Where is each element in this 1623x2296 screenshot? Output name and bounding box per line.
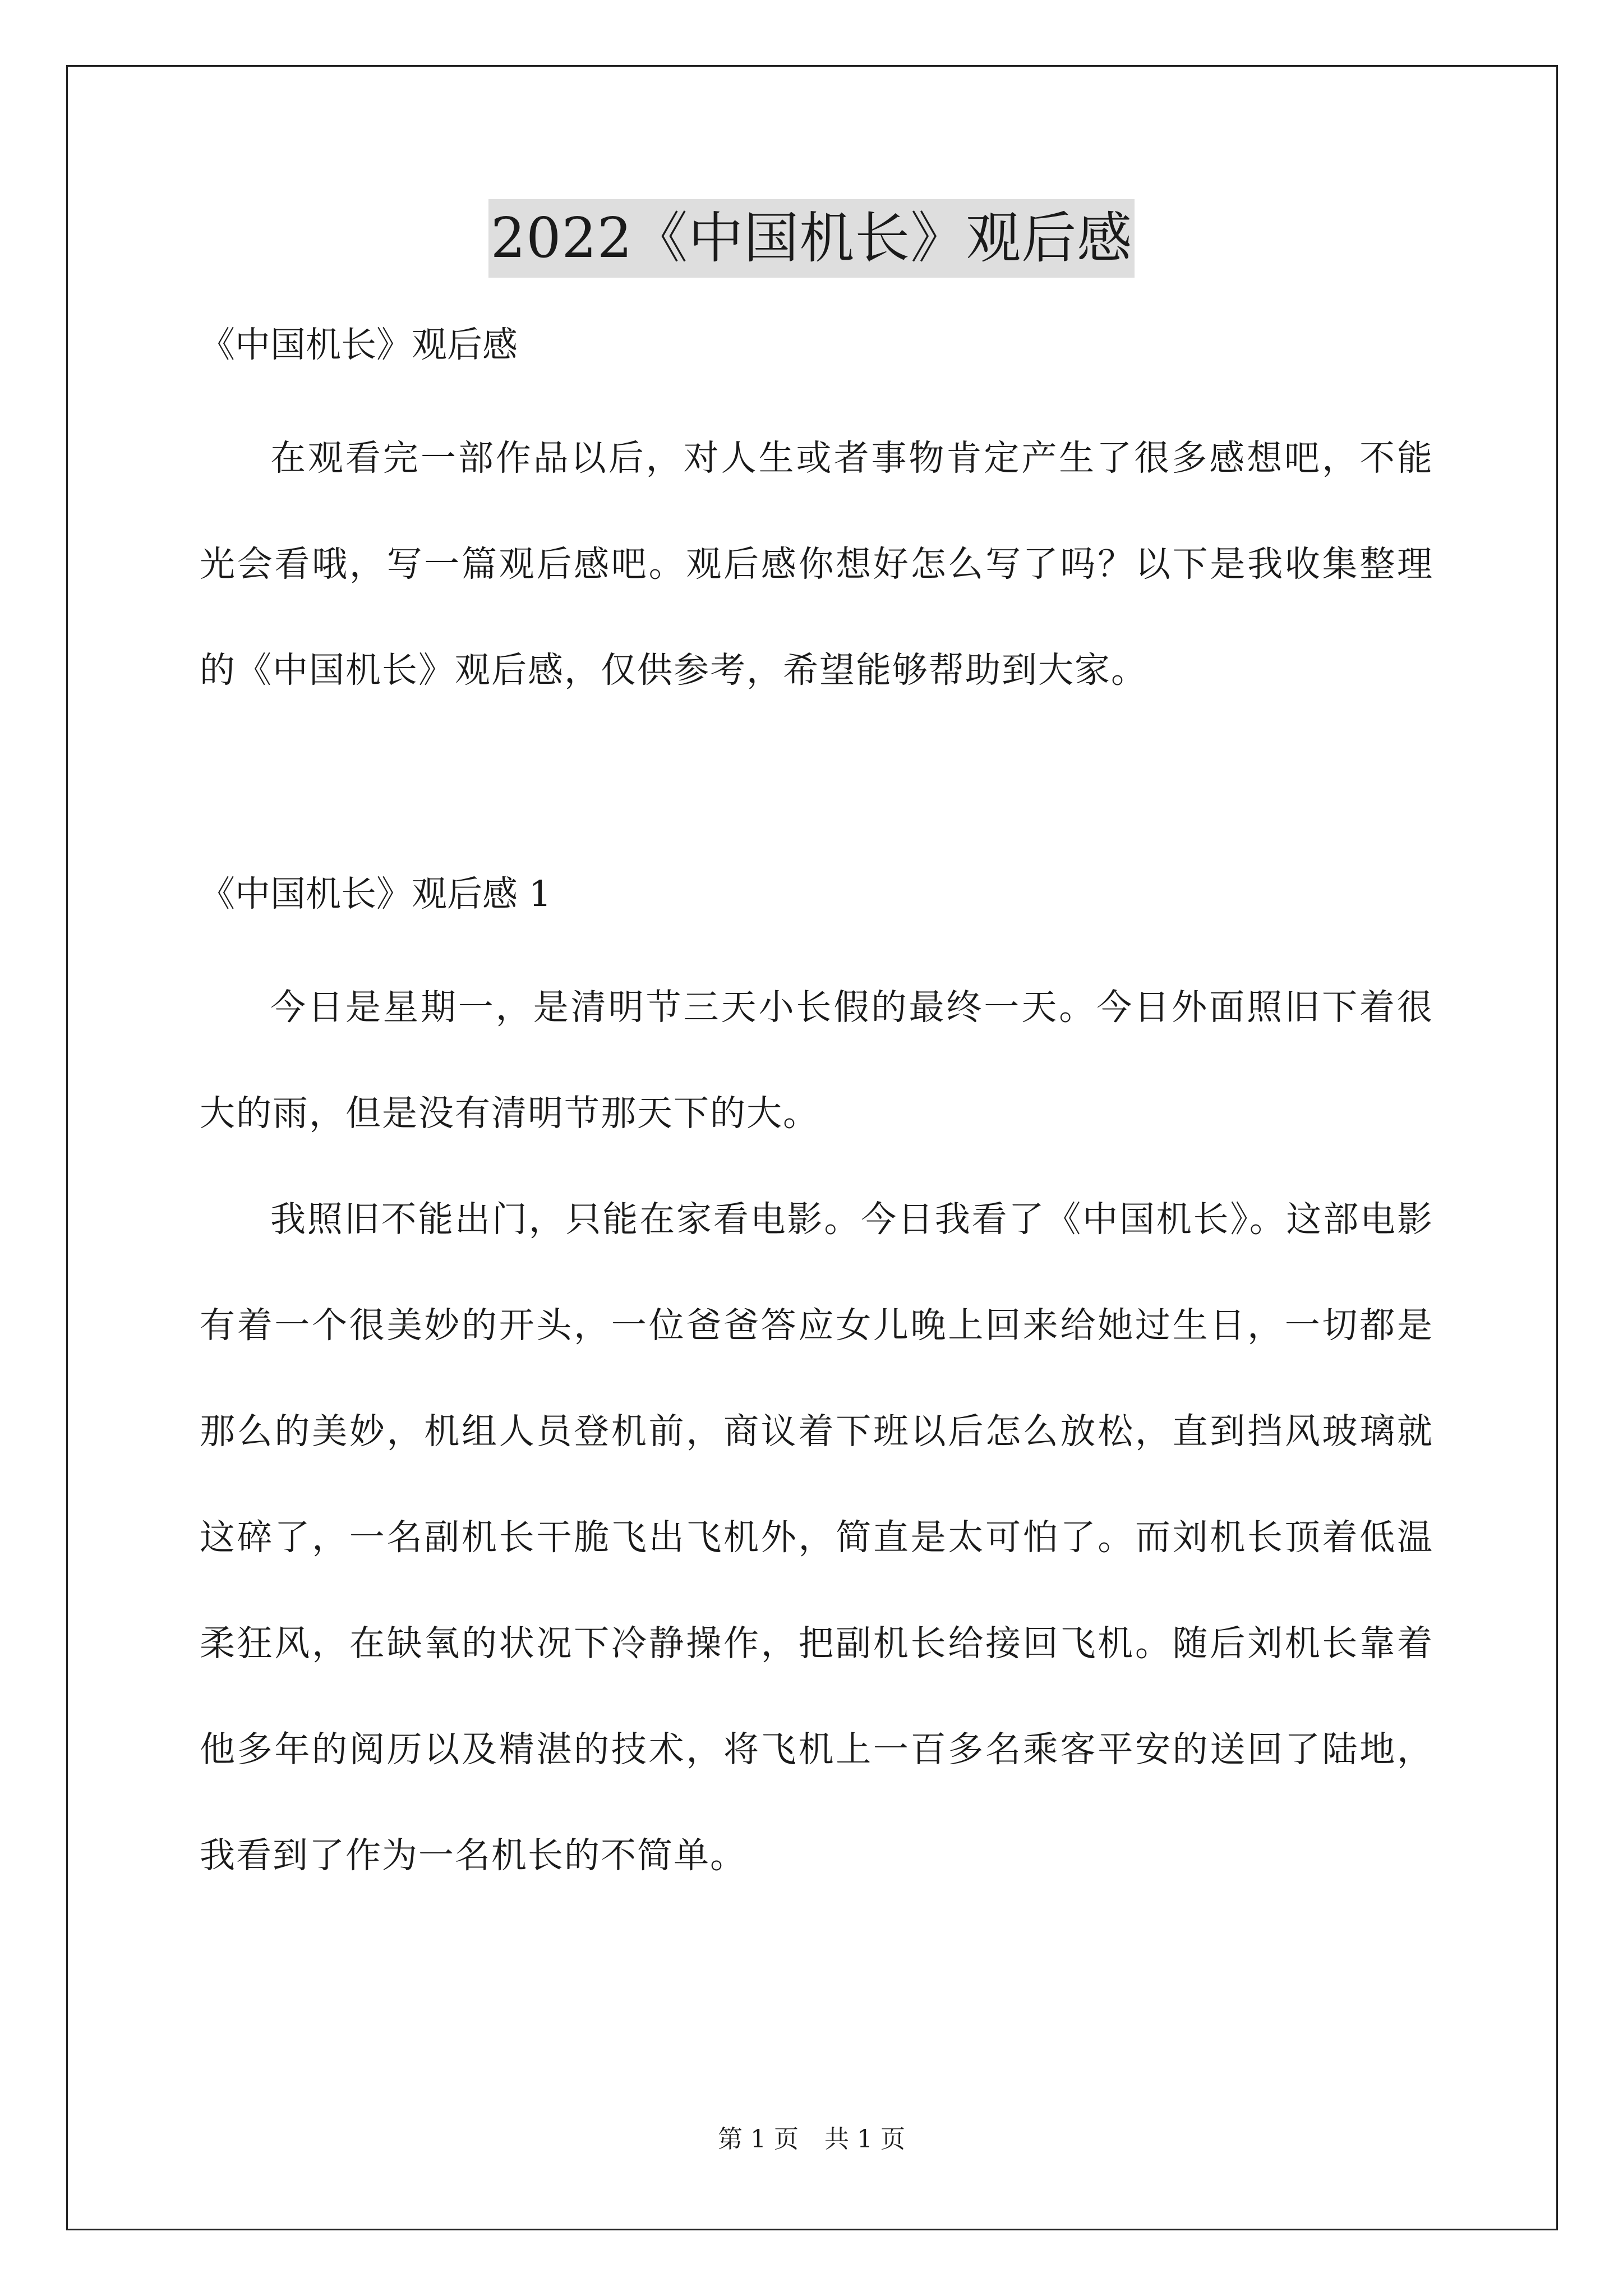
intro-heading: 《中国机长》观后感 <box>200 324 518 365</box>
title-container <box>0 199 1623 278</box>
section1-paragraph-2: 我照旧不能出门，只能在家看电影。今日我看了《中国机长》。这部电影有着一个很美妙的开头，一位爸爸答应女儿晚上回来给她过生日，一切都是那么的美妙，机组人员登机前，商议着下班以后怎么放松，直到挡风玻璃就这碎了，一名副机长干脆飞出飞机外，简直是太可怕了。而刘机长顶着低温柔狂风，在缺氧的状况下冷静操作，把副机长给接回飞机。随后刘机长靠着他多年的阅历以及精湛的技术，将飞机上一百多名乘客平安的送回了陆地，我看到了作为一名机长的不简单。 <box>200 1199 1433 1876</box>
intro-paragraph: 在观看完一部作品以后，对人生或者事物肯定产生了很多感想吧，不能光会看哦，写一篇观后感吧。观后感你想好怎么写了吗？以下是我收集整理的《中国机长》观后感，仅供参考，希望能够帮助到大家。 <box>200 438 1433 691</box>
page-number-total: 共 1 页 <box>824 2125 905 2154</box>
section1-paragraph-1: 今日是星期一，是清明节三天小长假的最终一天。今日外面照旧下着很大的雨，但是没有清明节那天下的大。 <box>200 987 1433 1134</box>
document-body <box>200 314 1433 1908</box>
section1-heading: 《中国机长》观后感 1 <box>200 873 552 914</box>
page-number-current: 第 1 页 <box>718 2125 799 2154</box>
page-footer <box>0 2123 1623 2156</box>
document-title: 2022《中国机长》观后感 <box>488 199 1135 278</box>
